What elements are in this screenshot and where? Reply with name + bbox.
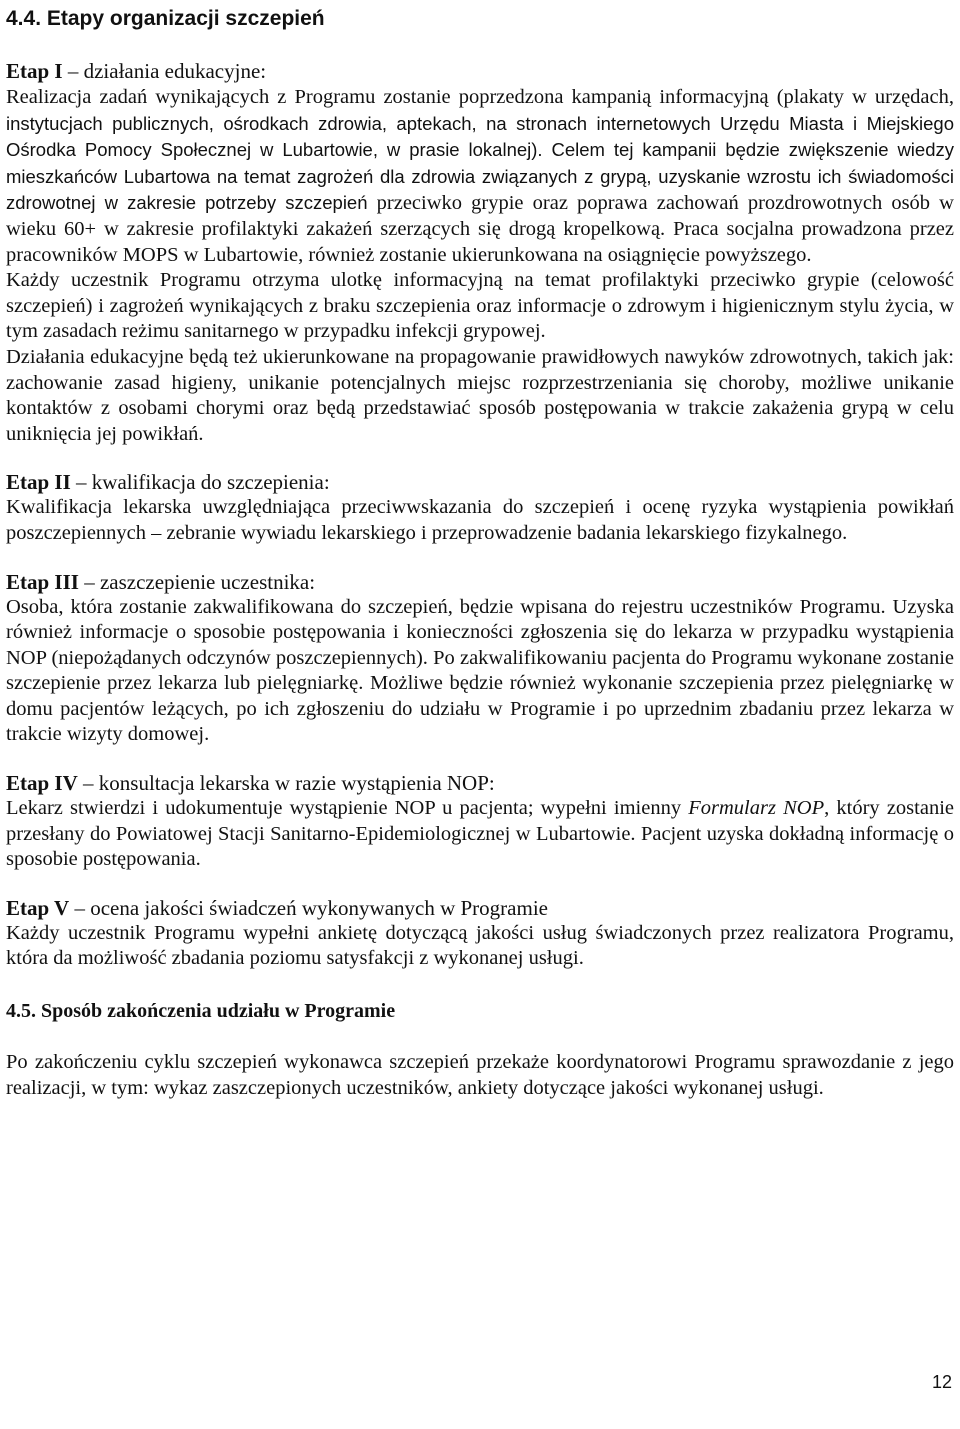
paragraph-run: Lekarz stwierdzi i udokumentuje wystąpienie NOP u pacjenta; wypełni imienny (6, 797, 689, 820)
stage-paragraph: Działania edukacyjne będą też ukierunkowane na propagowanie prawidłowych nawyków zdrowotnych, takich jak: zachowanie zasad higieny, unikanie potencjalnych miejsc rozprzestrzeniania się choroby, możliwe unikanie kontaktów z osobami chorymi oraz będą przedstawiać sposób postępowania w trakcie zakażenia grypą w celu uniknięcia jej powikłań. (6, 345, 954, 445)
section-paragraph: Po zakończeniu cyklu szczepień wykonawca szczepień przekaże koordynatorowi Programu sprawozdanie z jego realizacji, w tym: wykaz zaszczepionych uczestników, ankiety dotyczące jakości wykonanej usługi. (6, 1051, 954, 1099)
stage-heading (6, 58, 954, 84)
stage-heading (6, 895, 954, 921)
stage-label: Etap I (6, 59, 63, 83)
stage-label: Etap II (6, 470, 71, 495)
stage-heading (6, 770, 954, 796)
page-number: 12 (931, 1372, 952, 1392)
section-title-4-4: 4.4. Etapy organizacji szczepień (6, 7, 325, 30)
stage-heading-text: – działania edukacyjne: (62, 59, 267, 83)
stage-2 (6, 469, 954, 546)
stage-1 (6, 58, 954, 447)
paragraph-run: Realizacja zadań wynikających z Programu zostanie poprzedzona kampanią informacyjną (plakaty w urzędach, (6, 86, 954, 108)
document-page (6, 0, 954, 1101)
paragraph-run-sans: instytucjach publicznych, ośrodkach zdrowia, aptekach, na stronach internetowych Urzędu Miasta i Miejskiego Ośrodka Pomocy Społecznej w Lubartowie, w prasie lokalnej). Celem tej kampanii będzie zwiększenie wiedzy mieszkańców Lubartowa na temat zagrożeń dla zdrowia związanych z grypą, uzyskanie wzrostu ich świadomości zdrowotnej w zakresie potrzeby szczepień (6, 112, 954, 214)
stage-label: Etap V (6, 895, 70, 920)
paragraph-run: przeciwko grypie oraz poprawa zachowań prozdrowotnych osób w wieku 60+ w zakresie profilaktyki zakażeń szerzących się drogą kropelkową. Praca socjalna prowadzona przez pracowników MOPS w Lubartowie, również zostanie ukierunkowana na osiągnięcie powyższego. (6, 192, 954, 266)
paragraph-run: , który zostanie przesłany do Powiatowej Stacji Sanitarno-Epidemiologicznej w Lubartowie. Pacjent uzyska dokładną informację o sposobie postępowania. (6, 797, 954, 871)
stage-paragraph: Każdy uczestnik Programu wypełni ankietę dotyczącą jakości usług świadczonych przez realizatora Programu, która da możliwość zbadania poziomu satysfakcji z wykonanej usługi. (6, 921, 954, 970)
section-title-4-5: 4.5. Sposób zakończenia udziału w Programie (6, 1000, 396, 1023)
stage-label: Etap III (6, 569, 79, 594)
stage-3 (6, 569, 954, 749)
stage-4 (6, 770, 954, 873)
stage-heading-text: – ocena jakości świadczeń wykonywanych w Programie (69, 895, 548, 920)
stage-heading (6, 569, 954, 595)
stage-paragraph: Osoba, która zostanie zakwalifikowana do szczepień, będzie wpisana do rejestru uczestników Programu. Uzyska również informacje o sposobie postępowania i konieczności zgłoszenia się do lekarza w przypadku wystąpienia NOP (niepożądanych odczynów poszczepiennych). Po zakwalifikowaniu pacjenta do Programu wykonane zostanie szczepienie przez lekarza lub pielęgniarkę. Możliwe będzie również wykonanie szczepienia przez pielęgniarkę w domu pacjentów leżących, po ich zgłoszeniu do udziału w Programie i po uprzednim zbadaniu przez lekarza w trakcie wizyty domowej. (6, 595, 954, 746)
stage-heading (6, 469, 954, 495)
stage-5 (6, 895, 954, 972)
stage-paragraph: Każdy uczestnik Programu otrzyma ulotkę informacyjną na temat profilaktyki przeciwko grypie (celowość szczepień) i zagrożeń wynikających z braku szczepienia oraz informacje o zdrowym i higienicznym stylu życia, w tym zasadach reżimu sanitarnego w przypadku infekcji grypowej. (6, 269, 954, 343)
stage-paragraph: Kwalifikacja lekarska uwzględniająca przeciwwskazania do szczepień i ocenę ryzyka wystąpienia powikłań poszczepiennych – zebranie wywiadu lekarskiego i przeprowadzenie badania lekarskiego fizykalnego. (6, 496, 954, 544)
stage-heading-text: – konsultacja lekarska w razie wystąpienia NOP: (77, 771, 495, 796)
stage-paragraph (6, 84, 954, 268)
stage-paragraph (6, 796, 954, 873)
form-name: Formularz NOP (688, 797, 825, 820)
stage-heading-text: – kwalifikacja do szczepienia: (70, 470, 330, 495)
stage-label: Etap IV (6, 771, 78, 796)
stage-heading-text: – zaszczepienie uczestnika: (78, 569, 316, 594)
